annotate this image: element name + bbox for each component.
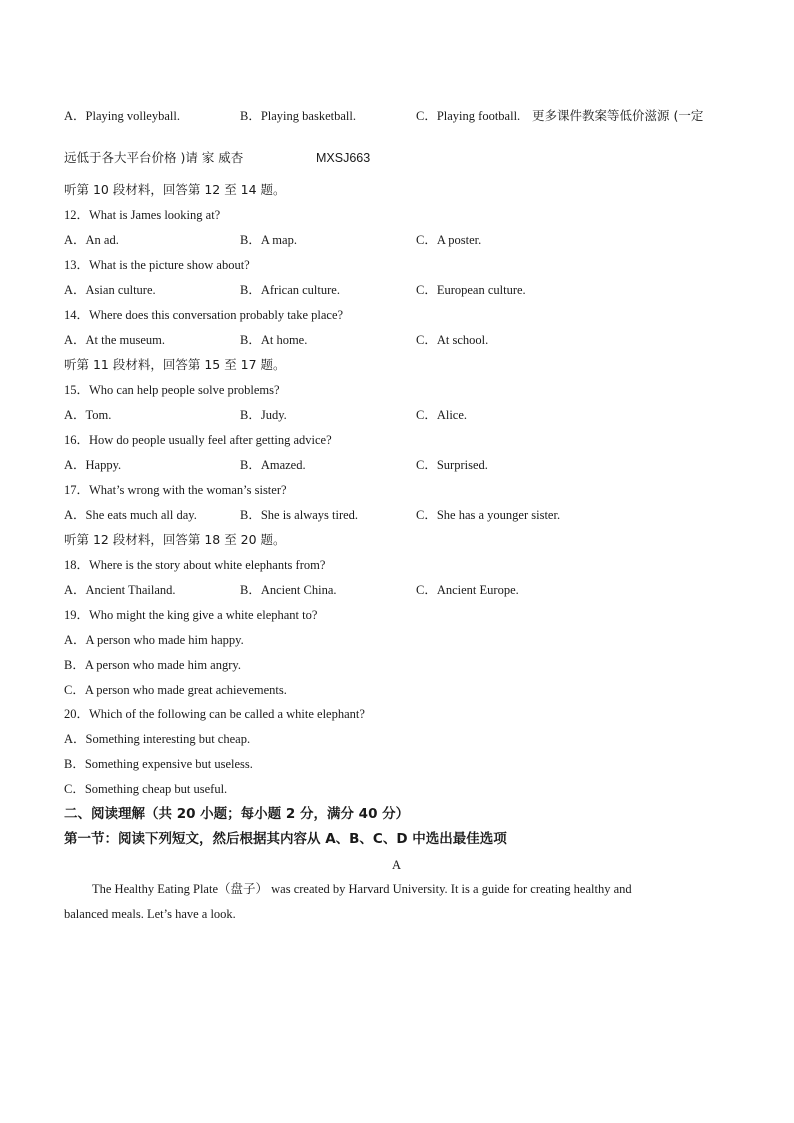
q12-option-c: C．A poster. <box>416 233 482 247</box>
q19-option-a: A．A person who made him happy. <box>64 633 244 647</box>
q15-option-b: B．Judy. <box>240 408 287 422</box>
q14-option-c: C．At school. <box>416 333 489 347</box>
q17-option-b: B．She is always tired. <box>240 508 359 522</box>
q17-option-c: C．She has a younger sister. <box>416 508 561 522</box>
question-16: 16．How do people usually feel after getting advice? <box>64 433 332 447</box>
question-19: 19．Who might the king give a white elephant to? <box>64 608 318 622</box>
q20-option-b: B．Something expensive but useless. <box>64 757 253 771</box>
q19-option-c: C．A person who made great achievements. <box>64 683 287 697</box>
promo-text-2: 远低于各大平台价格 )请 家 威杏 <box>64 150 244 165</box>
passage-line-2: balanced meals. Let’s have a look. <box>64 907 236 921</box>
section-12-heading: 听第 12 段材料，回答第 18 至 20 题。 <box>64 532 286 547</box>
promo-code: MXSJ663 <box>316 151 371 165</box>
passage-line-1: The Healthy Eating Plate（盘子） was created by Harvard University. It is a guide for creating healthy and <box>92 882 632 896</box>
question-14: 14．Where does this conversation probably take place? <box>64 308 344 322</box>
option-a-volleyball: A．Playing volleyball. <box>64 109 180 123</box>
q18-option-b: B．Ancient China. <box>240 583 337 597</box>
passage-label: A <box>392 858 402 872</box>
q20-option-c: C．Something cheap but useful. <box>64 782 228 796</box>
q18-option-c: C．Ancient Europe. <box>416 583 519 597</box>
option-b-basketball: B．Playing basketball. <box>240 109 356 123</box>
section-10-heading: 听第 10 段材料，回答第 12 至 14 题。 <box>64 182 286 197</box>
question-13: 13．What is the picture show about? <box>64 258 250 272</box>
q13-option-a: A．Asian culture. <box>64 283 156 297</box>
q13-option-b: B．African culture. <box>240 283 340 297</box>
q13-option-c: C．European culture. <box>416 283 526 297</box>
q18-option-a: A．Ancient Thailand. <box>64 583 176 597</box>
option-c-football: C．Playing football. <box>416 109 521 123</box>
q12-option-b: B．A map. <box>240 233 297 247</box>
q16-option-a: A．Happy. <box>64 458 122 472</box>
question-12: 12．What is James looking at? <box>64 208 221 222</box>
q16-option-b: B．Amazed. <box>240 458 306 472</box>
part-2-title: 二、阅读理解（共 20 小题；每小题 2 分，满分 40 分） <box>64 806 410 822</box>
q16-option-c: C．Surprised. <box>416 458 488 472</box>
q17-option-a: A．She eats much all day. <box>64 508 197 522</box>
q12-option-a: A．An ad. <box>64 233 119 247</box>
part-2-subtitle: 第一节：阅读下列短文，然后根据其内容从 A、B、C、D 中选出最佳选项 <box>64 831 507 847</box>
q15-option-a: A．Tom. <box>64 408 112 422</box>
q14-option-b: B．At home. <box>240 333 308 347</box>
question-15: 15．Who can help people solve problems? <box>64 383 280 397</box>
q15-option-c: C．Alice. <box>416 408 468 422</box>
q14-option-a: A．At the museum. <box>64 333 166 347</box>
question-18: 18．Where is the story about white elephants from? <box>64 558 326 572</box>
promo-text-1: 更多课件教案等低价滋源 (一定 <box>532 108 704 123</box>
section-11-heading: 听第 11 段材料，回答第 15 至 17 题。 <box>64 357 286 372</box>
question-17: 17．What’s wrong with the woman’s sister? <box>64 483 287 497</box>
question-20: 20．Which of the following can be called a white elephant? <box>64 707 365 721</box>
q20-option-a: A．Something interesting but cheap. <box>64 732 251 746</box>
q19-option-b: B．A person who made him angry. <box>64 658 241 672</box>
